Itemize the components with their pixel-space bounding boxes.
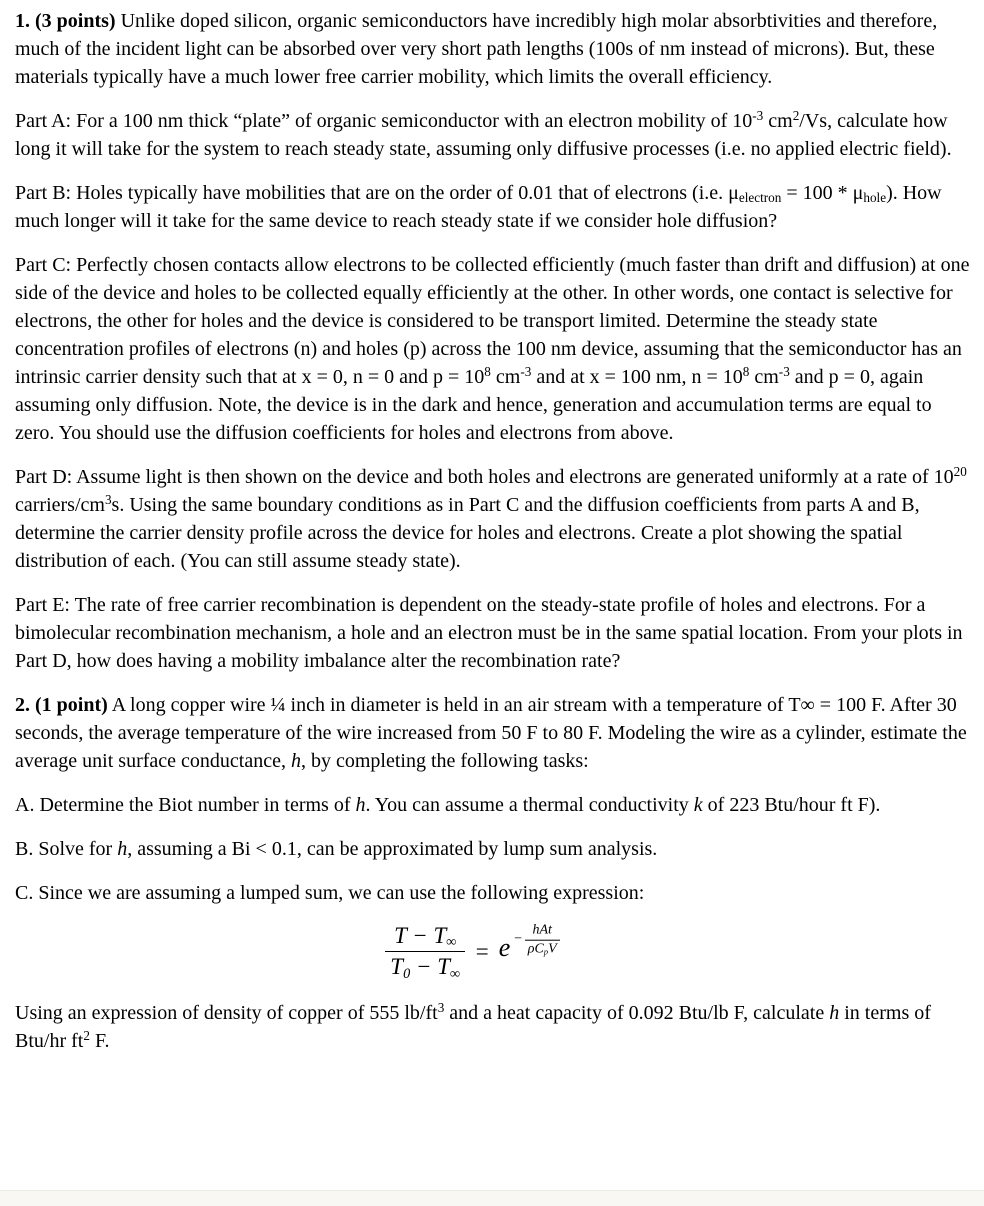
problem2-closing-paragraph: Using an expression of density of copper of 555 $lb/ft^3$ and a heat capacity of 0.092 Btu/lb F, calculate h in terms of Btu/hr $ft^2$ F. (15, 999, 931, 1052)
problem1-part-a-paragraph: Part A: For a 100 nm thick “plate” of organic semiconductor with an electron mobility of $10^{-3}$ $cm^2/Vs$, calculate how long it will take for the system to reach steady state, assuming only diffusive processes (i.e. no applied electric field). (15, 107, 952, 160)
equation-lhs-denominator: $T_0 - T_\infty$ (390, 954, 461, 982)
equation-exponent-numerator: hAt (525, 922, 560, 940)
lumped-sum-equation (15, 923, 930, 981)
equation-exponent-sign: − (513, 931, 523, 947)
equation-exponent-fraction (525, 922, 560, 957)
equation-rhs (498, 922, 560, 971)
problem2-task-b-paragraph: B. Solve for h, assuming a Bi < 0.1, can be approximated by lump sum analysis. (15, 838, 658, 860)
problem1-intro-paragraph: 1. (3 points) Unlike doped silicon, organic semiconductors have incredibly high molar absorbtivities and therefore, much of the incident light can be absorbed over very short path lengths (100s of nm instead of microns). But, these materials typically have a much lower free carrier mobility, which limits the overall efficiency. (15, 10, 938, 88)
problem1-part-e-paragraph: Part E: The rate of free carrier recombination is dependent on the steady-state profile of holes and electrons. For a bimolecular recombination mechanism, a hole and an electron must be in the same spatial location. From your plots in Part D, how does having a mobility imbalance alter the recombination rate? (15, 594, 963, 672)
problem1-part-c-paragraph: Part C: Perfectly chosen contacts allow electrons to be collected efficiently (much faster than drift and diffusion) at one side of the device and holes to be collected equally efficiently at the other. In other words, one contact is selective for electrons, the other for holes and the device is considered to be transport limited. Determine the steady state concentration profiles of electrons (n) and holes (p) across the 100 nm device, assuming that the semiconductor has an intrinsic carrier density such that at x = 0, n = 0 and $p = 10^8$ $cm^{-3}$ and at x = 100 nm, $n = 10^8$ $cm^{-3}$ and p = 0, again assuming only diffusion. Note, the device is in the dark and hence, generation and accumulation terms are equal to zero. You should use the diffusion coefficients for holes and electrons from above. (15, 254, 970, 444)
page-bottom-edge (0, 1190, 984, 1206)
problem2-intro-paragraph: 2. (1 point) A long copper wire ¼ inch in diameter is held in an air stream with a temperature of T∞ = 100 F. After 30 seconds, the average temperature of the wire increased from 50 F to 80 F. Modeling the wire as a cylinder, estimate the average unit surface conductance, h, by completing the following tasks: (15, 694, 967, 772)
equation-lhs-fraction (385, 923, 465, 981)
problem1-part-d-paragraph: Part D: Assume light is then shown on the device and both holes and electrons are generated uniformly at a rate of $10^{20}$ carriers/$cm^3s$. Using the same boundary conditions as in Part C and the diffusion coefficients from parts A and B, determine the carrier density profile across the device for holes and electrons. Create a plot showing the spatial distribution of each. (You can still assume steady state). (15, 463, 967, 572)
equation-exponent-denominator: $\rho C_pV$ (527, 941, 557, 957)
equation-exponential-base: e (498, 933, 511, 963)
problem2-task-a-paragraph: A. Determine the Biot number in terms of h. You can assume a thermal conductivity k of 223 Btu/hour ft F). (15, 794, 881, 816)
problem2-task-c-paragraph: C. Since we are assuming a lumped sum, we can use the following expression: (15, 882, 645, 904)
equation-exponent (513, 922, 559, 957)
equation-lhs-numerator: $T - T_\infty$ (385, 923, 465, 952)
problem1-part-b-paragraph: Part B: Holes typically have mobilities that are on the order of 0.01 that of electrons (i.e. $\mu_{electron} = 100 * \mu_{hole}$). How much longer will it take for the same device to reach steady state if we consider hole diffusion? (15, 182, 942, 232)
equation-equals-sign: = (474, 938, 490, 964)
